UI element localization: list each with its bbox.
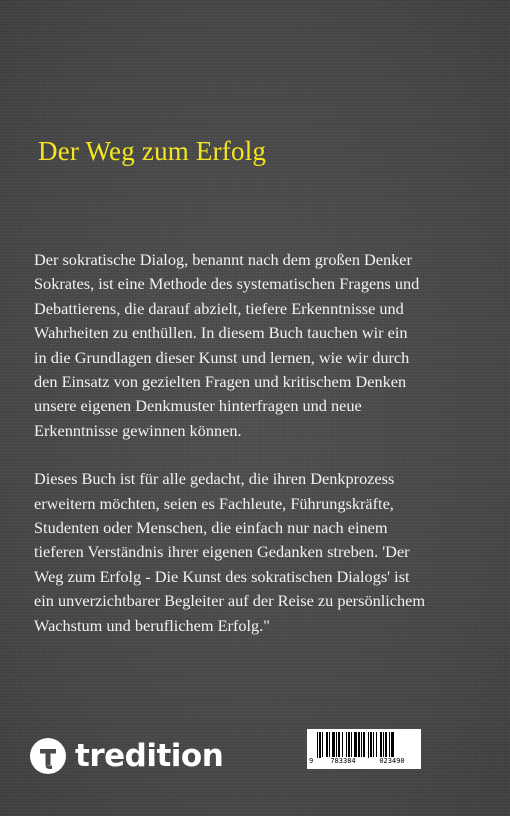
blurb-line: den Einsatz von gezielten Fragen und kritischem Denken — [34, 372, 407, 392]
blurb-line: Studenten oder Menschen, die einfach nur nach einem — [34, 518, 388, 538]
blurb-line: Wachstum und beruflichem Erfolg." — [34, 615, 270, 635]
blurb-line: erweitern möchten, seien es Fachleute, Führungskräfte, — [34, 493, 394, 513]
publisher-name: tredition — [75, 738, 224, 774]
blurb-line: Der sokratische Dialog, benannt nach dem großen Denker — [34, 250, 412, 269]
blurb-line: Weg zum Erfolg - Die Kunst des sokratischen Dialogs' ist — [34, 566, 410, 586]
blurb-line: unsere eigenen Denkmuster hinterfragen und neue — [34, 396, 362, 416]
back-cover-blurb — [34, 248, 484, 638]
blurb-line: tieferen Verständnis ihrer eigenen Gedanken streben. 'Der — [34, 542, 410, 562]
barcode-group-2: 023490 — [369, 757, 415, 765]
publisher-logo — [30, 735, 223, 777]
blurb-line: Debattierens, die darauf abzielt, tiefere Erkenntnisse und — [34, 298, 404, 318]
barcode-digit-first: 9 — [309, 757, 314, 765]
blurb-line: Erkenntnisse gewinnen können. — [34, 420, 242, 440]
tredition-t-logo-icon — [30, 738, 66, 774]
blurb-line: ein unverzichtbarer Begleiter auf der Reise zu persönlichem — [34, 591, 426, 611]
book-title: Der Weg zum Erfolg — [38, 136, 267, 166]
blurb-line: in die Grundlagen dieser Kunst und lernen, wie wir durch — [34, 347, 410, 367]
blurb-paragraph-1 — [34, 248, 484, 443]
blurb-line: Sokrates, ist eine Methode des systematischen Fragens und — [34, 274, 420, 294]
isbn-barcode — [307, 729, 421, 769]
blurb-paragraph-2 — [34, 467, 484, 638]
barcode-group-1: 783384 — [321, 757, 365, 765]
blurb-line: Dieses Buch ist für alle gedacht, die ihren Denkprozess — [34, 469, 395, 489]
blurb-line: Wahrheiten zu enthüllen. In diesem Buch tauchen wir ein — [34, 323, 408, 343]
